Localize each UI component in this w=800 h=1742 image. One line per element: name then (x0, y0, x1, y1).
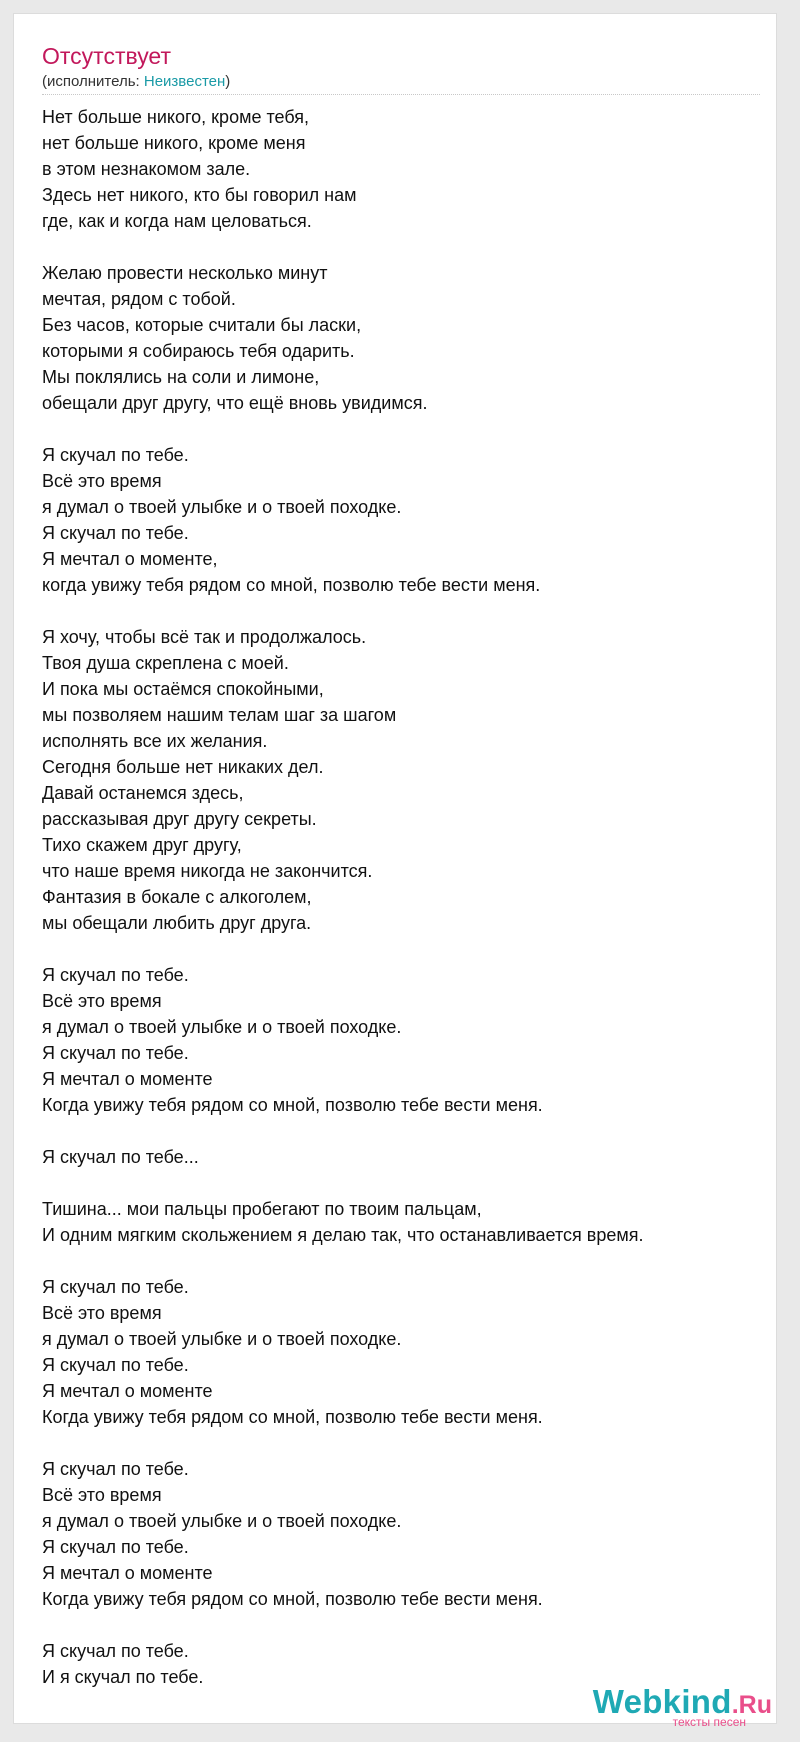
lyric-line: рассказывая друг другу секреты. (42, 809, 317, 829)
artist-prefix: (исполнитель: (42, 73, 144, 90)
lyric-line: Нет больше никого, кроме тебя, (42, 107, 309, 127)
lyric-line: обещали друг другу, что ещё вновь увидимся. (42, 393, 428, 413)
logo-tagline: тексты песен (672, 1715, 746, 1729)
lyrics-stanza (42, 260, 772, 416)
site-logo[interactable] (593, 1685, 772, 1728)
artist-line (42, 72, 230, 92)
lyric-line: Когда увижу тебя рядом со мной, позволю тебе вести меня. (42, 1407, 543, 1427)
lyric-line: Желаю провести несколько минут (42, 263, 328, 283)
lyric-line: нет больше никого, кроме меня (42, 133, 306, 153)
artist-suffix: ) (225, 73, 231, 90)
lyric-line: Всё это время (42, 1485, 162, 1505)
lyrics-stanza (42, 1456, 772, 1612)
lyrics-body (42, 104, 772, 1690)
title-divider (42, 94, 760, 95)
lyric-line: Я скучал по тебе... (42, 1147, 199, 1167)
lyrics-stanza (42, 962, 772, 1118)
lyric-line: в этом незнакомом зале. (42, 159, 251, 179)
lyric-line: где, как и когда нам целоваться. (42, 211, 312, 231)
lyric-line: Я мечтал о моменте (42, 1563, 213, 1583)
lyric-line: когда увижу тебя рядом со мной, позволю тебе вести меня. (42, 575, 541, 595)
lyrics-stanza (42, 442, 772, 598)
lyric-line: И я скучал по тебе. (42, 1667, 204, 1687)
lyric-line: Я мечтал о моменте (42, 1069, 213, 1089)
lyric-line: я думал о твоей улыбке и о твоей походке. (42, 497, 402, 517)
artist-link[interactable]: Неизвестен (143, 73, 226, 90)
lyric-line: Я скучал по тебе. (42, 965, 189, 985)
lyric-line: Без часов, которые считали бы ласки, (42, 315, 362, 335)
lyric-line: Я скучал по тебе. (42, 445, 189, 465)
lyric-line: Я скучал по тебе. (42, 1641, 189, 1661)
lyric-line: я думал о твоей улыбке и о твоей походке. (42, 1017, 402, 1037)
lyric-line: Всё это время (42, 471, 162, 491)
lyric-line: мы позволяем нашим телам шаг за шагом (42, 705, 397, 725)
lyric-line: мечтая, рядом с тобой. (42, 289, 236, 309)
lyric-line: что наше время никогда не закончится. (42, 861, 373, 881)
lyric-line: Мы поклялись на соли и лимоне, (42, 367, 320, 387)
lyric-line: Я скучал по тебе. (42, 1043, 189, 1063)
lyric-line: которыми я собираюсь тебя одарить. (42, 341, 355, 361)
lyric-line: исполнять все их желания. (42, 731, 268, 751)
lyrics-stanza (42, 104, 772, 234)
lyric-line: Когда увижу тебя рядом со мной, позволю тебе вести меня. (42, 1095, 543, 1115)
lyric-line: Я скучал по тебе. (42, 1277, 189, 1297)
lyric-line: Всё это время (42, 991, 162, 1011)
lyric-line: Твоя душа скреплена с моей. (42, 653, 289, 673)
logo-domain: .Ru (731, 1691, 772, 1719)
lyric-line: Я скучал по тебе. (42, 1355, 189, 1375)
lyric-line: мы обещали любить друг друга. (42, 913, 312, 933)
lyrics-stanza (42, 624, 772, 936)
lyric-line: Давай останемся здесь, (42, 783, 244, 803)
lyric-line: Тишина... мои пальцы пробегают по твоим пальцам, (42, 1199, 482, 1219)
lyric-line: И пока мы остаёмся спокойными, (42, 679, 324, 699)
lyrics-stanza (42, 1274, 772, 1430)
lyric-line: Я скучал по тебе. (42, 1459, 189, 1479)
lyrics-stanza (42, 1196, 772, 1248)
lyric-line: я думал о твоей улыбке и о твоей походке. (42, 1329, 402, 1349)
lyric-line: Я скучал по тебе. (42, 523, 189, 543)
lyric-line: Я мечтал о моменте, (42, 549, 218, 569)
lyric-line: И одним мягким скольжением я делаю так, что останавливается время. (42, 1225, 644, 1245)
lyrics-stanza (42, 1144, 772, 1170)
logo-wordmark: Webkind (592, 1683, 732, 1720)
lyric-line: я думал о твоей улыбке и о твоей походке. (42, 1511, 402, 1531)
lyric-line: Здесь нет никого, кто бы говорил нам (42, 185, 357, 205)
song-title: Отсутствует (42, 43, 171, 69)
lyric-line: Фантазия в бокале с алкоголем, (42, 887, 312, 907)
lyric-line: Я хочу, чтобы всё так и продолжалось. (42, 627, 367, 647)
lyric-line: Сегодня больше нет никаких дел. (42, 757, 324, 777)
lyric-line: Я скучал по тебе. (42, 1537, 189, 1557)
lyric-line: Всё это время (42, 1303, 162, 1323)
lyric-line: Когда увижу тебя рядом со мной, позволю тебе вести меня. (42, 1589, 543, 1609)
lyric-line: Тихо скажем друг другу, (42, 835, 242, 855)
lyric-line: Я мечтал о моменте (42, 1381, 213, 1401)
